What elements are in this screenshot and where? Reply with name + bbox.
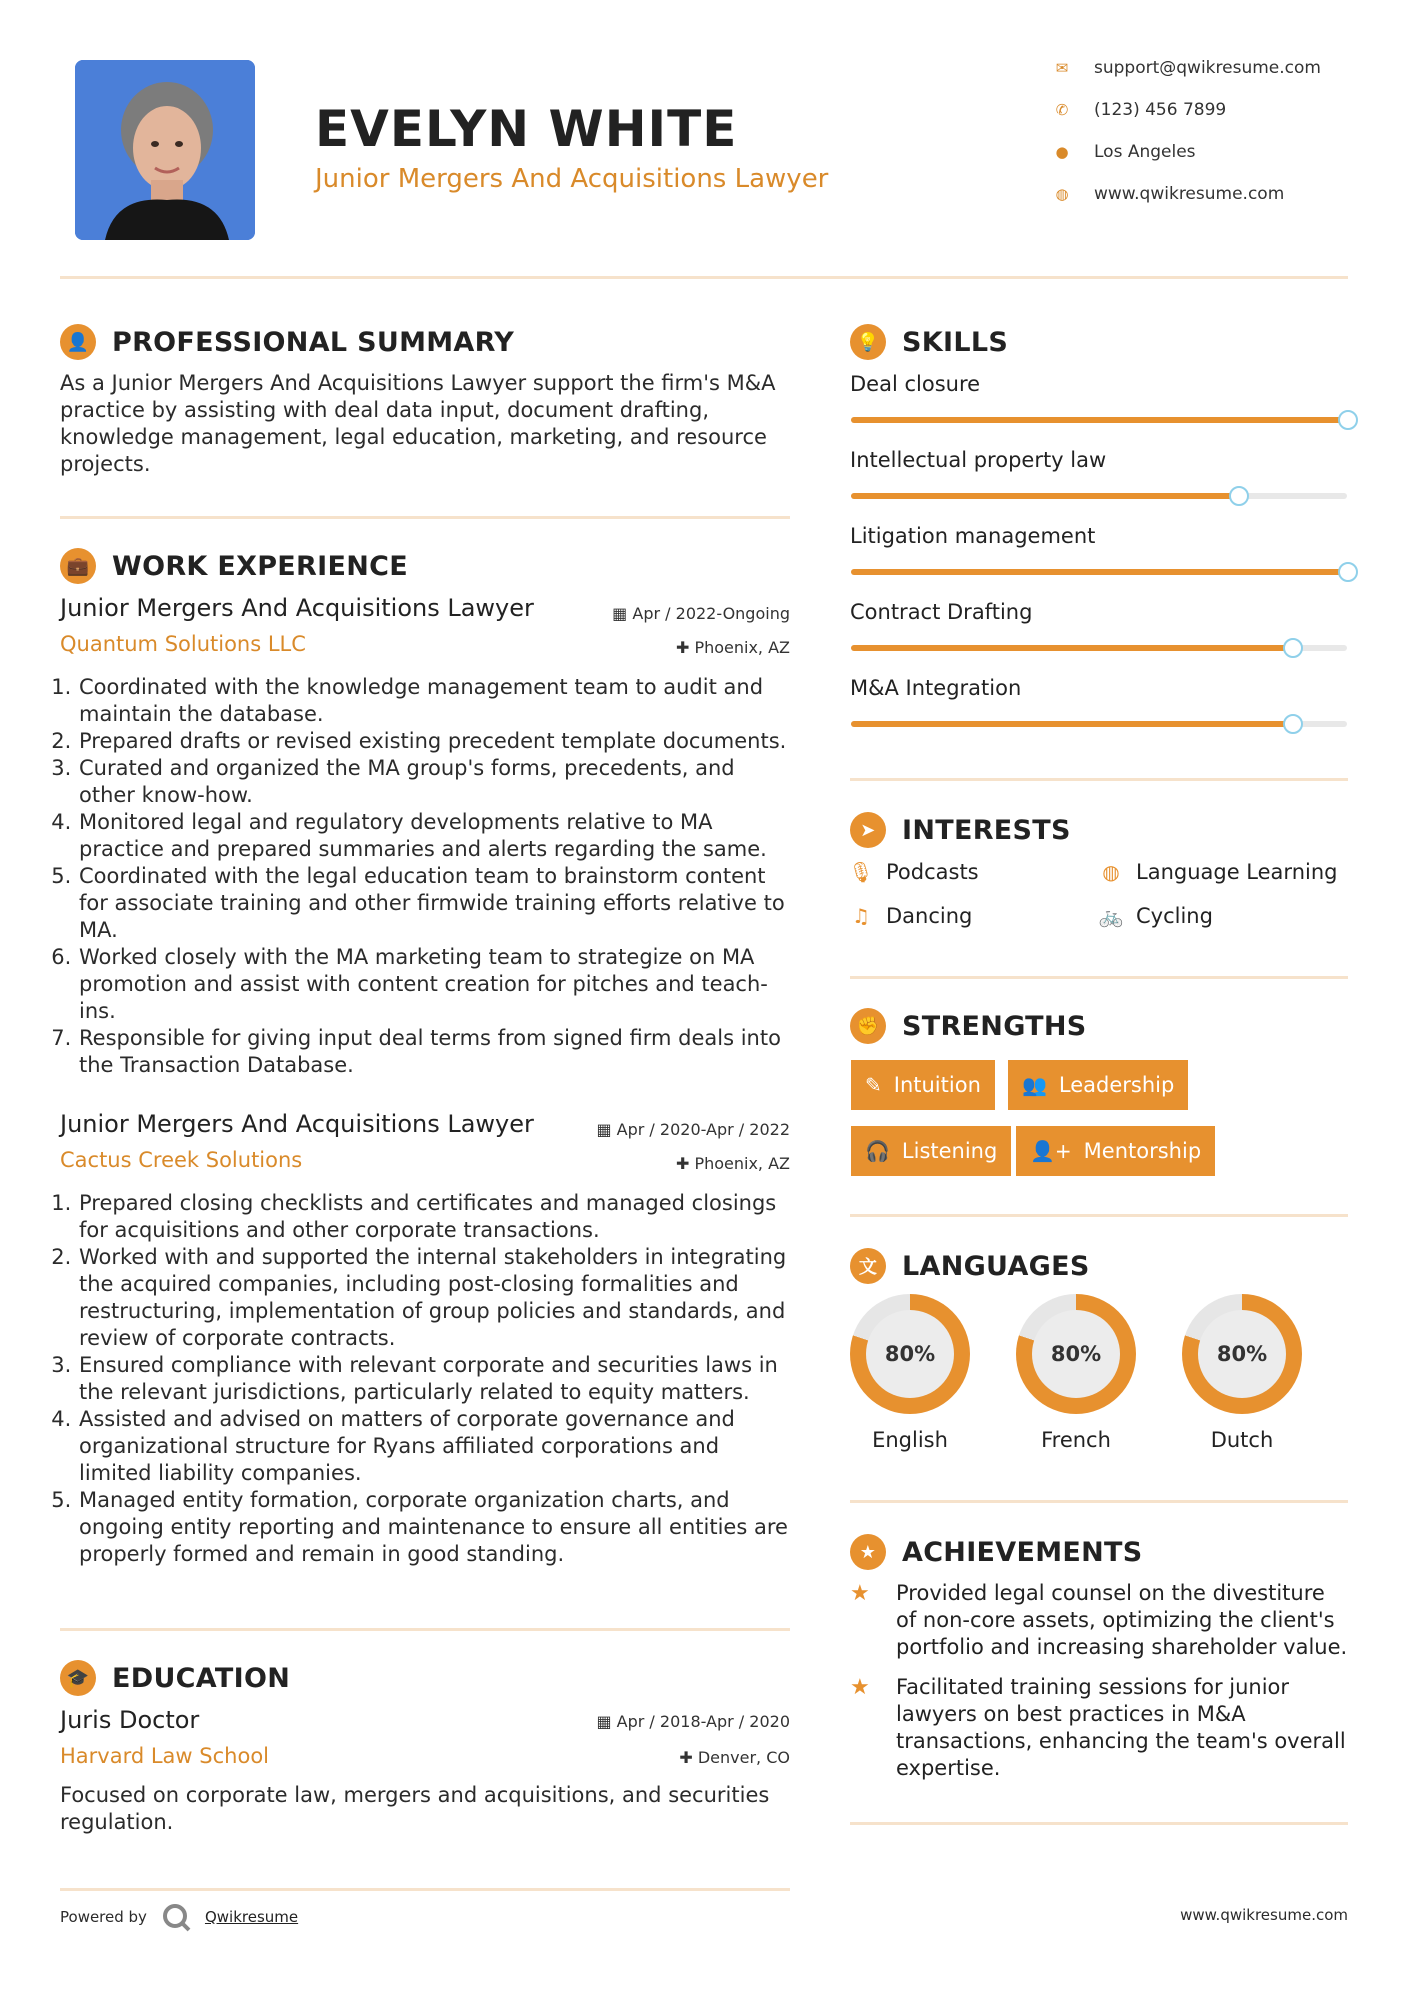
education-heading-text: EDUCATION (112, 1662, 291, 1694)
list-item: 6. Worked closely with the MA marketing team to strategize on MA promotion and assist with content creation for pitches and teach-ins. (78, 944, 795, 1025)
school-name: Harvard Law School (60, 1744, 269, 1768)
globe-icon: ◍ (1055, 185, 1069, 203)
job-location-text: Phoenix, AZ (694, 638, 790, 657)
contact-phone[interactable] (1052, 100, 1226, 120)
language-name: French (1041, 1428, 1111, 1452)
brand-link[interactable]: Qwikresume (204, 1908, 299, 1926)
phone-icon: ✆ (1055, 101, 1069, 119)
interest-item (1098, 860, 1337, 884)
footer-divider (60, 1888, 790, 1891)
list-item: 4. Monitored legal and regulatory developments relative to MA practice and prepared summaries and alerts regarding the same. (78, 809, 795, 863)
music-icon: ♫ (852, 904, 870, 928)
education-dates (540, 1712, 790, 1731)
skill-bar-fill (851, 569, 1347, 575)
job-title: Junior Mergers And Acquisitions Lawyer (60, 1110, 534, 1138)
job-company: Cactus Creek Solutions (60, 1148, 303, 1172)
user-icon: 👤 (60, 324, 96, 360)
education-dates-text: Apr / 2018-Apr / 2020 (616, 1712, 790, 1731)
qwikresume-logo-icon (161, 1902, 191, 1932)
candidate-name: EVELYN WHITE (315, 100, 738, 158)
skill-label: Litigation management (850, 524, 1096, 548)
pin-icon: ✚ (675, 1154, 690, 1173)
experience-heading (60, 548, 408, 584)
headphones-icon: 🎧 (865, 1139, 890, 1163)
contact-location (1052, 142, 1196, 162)
list-item: 3. Ensured compliance with relevant corporate and securities laws in the relevant jurisdictions, particularly related to equity matters. (78, 1352, 795, 1406)
skills-heading-text: SKILLS (902, 326, 1009, 358)
job-bullets (60, 674, 795, 1079)
lightbulb-icon: 💡 (850, 324, 886, 360)
skill-bar (851, 721, 1347, 727)
list-item: 2. Worked with and supported the internal stakeholders in integrating the acquired companies, including post-closing formalities and restructuring, implementation of group policies and standards, and review of corporate contracts. (78, 1244, 795, 1352)
achievement-item (850, 1580, 1350, 1661)
contact-email[interactable] (1052, 58, 1321, 78)
skill-bar-knob (1338, 562, 1358, 582)
skill-bar-fill (851, 417, 1347, 423)
job-dates-text: Apr / 2022-Ongoing (632, 604, 790, 623)
globe-icon: ◍ (1102, 860, 1120, 884)
interest-label: Dancing (886, 904, 973, 928)
pin-icon: ✚ (679, 1748, 693, 1767)
calendar-icon: ▦ (596, 1120, 612, 1139)
languages-divider (850, 1500, 1348, 1503)
achievement-text: Facilitated training sessions for junior lawyers on best practices in M&A transactions, enhancing the team's overall expertise. (896, 1675, 1346, 1780)
interests-divider (850, 976, 1348, 979)
calendar-icon: ▦ (612, 604, 628, 623)
briefcase-icon: 💼 (60, 548, 96, 584)
strength-label: Mentorship (1083, 1139, 1202, 1163)
language-name: English (872, 1428, 948, 1452)
achievements-heading (850, 1534, 1143, 1570)
job-location (560, 638, 790, 657)
interest-item (848, 860, 979, 884)
contact-location-text: Los Angeles (1094, 142, 1196, 162)
list-item: 5. Managed entity formation, corporate organization charts, and ongoing entity reporting and maintenance to ensure all entities are properly formed and remain in good standing. (78, 1487, 795, 1568)
paper-plane-icon: ➤ (850, 812, 886, 848)
contact-website[interactable] (1052, 184, 1284, 204)
map-pin-icon: ● (1055, 143, 1069, 161)
job-bullet-list (60, 1190, 795, 1568)
magic-wand-icon: ✎ (865, 1073, 882, 1097)
skills-divider (850, 778, 1348, 781)
summary-divider (60, 516, 790, 519)
strength-label: Listening (901, 1139, 998, 1163)
interest-item (848, 904, 972, 928)
profile-photo (75, 60, 255, 240)
strength-chip (851, 1126, 1011, 1176)
languages-heading (850, 1248, 1090, 1284)
candidate-title: Junior Mergers And Acquisitions Lawyer (315, 164, 829, 194)
list-item: 4. Assisted and advised on matters of corporate governance and organizational structure for Ryans affiliated corporations and limited liability companies. (78, 1406, 795, 1487)
user-plus-icon: 👤+ (1030, 1139, 1072, 1163)
interest-item (1098, 904, 1213, 928)
interest-label: Cycling (1136, 904, 1213, 928)
contact-email-text: support@qwikresume.com (1094, 58, 1321, 78)
strengths-heading-text: STRENGTHS (902, 1010, 1087, 1042)
job-dates-text: Apr / 2020-Apr / 2022 (616, 1120, 790, 1139)
star-icon: ★ (850, 1581, 870, 1606)
calendar-icon: ▦ (596, 1712, 612, 1731)
strength-chip (1008, 1060, 1188, 1110)
interest-label: Podcasts (886, 860, 979, 884)
job-dates (560, 604, 790, 623)
skill-bar (851, 569, 1347, 575)
strength-chip (851, 1060, 995, 1110)
users-icon: 👥 (1022, 1073, 1047, 1097)
strengths-heading (850, 1008, 1087, 1044)
skills-heading (850, 324, 1008, 360)
interests-heading (850, 812, 1071, 848)
languages-heading-text: LANGUAGES (902, 1250, 1090, 1282)
fist-icon: ✊ (850, 1008, 886, 1044)
strength-label: Leadership (1058, 1073, 1175, 1097)
footer-powered (60, 1902, 298, 1932)
job-bullets (60, 1190, 795, 1568)
education-heading (60, 1660, 290, 1696)
job-location-text: Phoenix, AZ (694, 1154, 790, 1173)
strength-chip (1016, 1126, 1215, 1176)
language-percent: 80% (866, 1310, 954, 1398)
skill-label: Contract Drafting (850, 600, 1033, 624)
list-item: 3. Curated and organized the MA group's forms, precedents, and other know-how. (78, 755, 795, 809)
experience-divider (60, 1628, 790, 1631)
achievements-divider (850, 1822, 1348, 1825)
skill-bar-fill (851, 721, 1292, 727)
language-card-icon: 文 (850, 1248, 886, 1284)
summary-heading (60, 324, 514, 360)
skill-label: M&A Integration (850, 676, 1022, 700)
list-item: 5. Coordinated with the legal education team to brainstorm content for associate training and other firmwide training efforts relative to MA. (78, 863, 795, 944)
job-company: Quantum Solutions LLC (60, 632, 306, 656)
education-location (560, 1748, 790, 1767)
education-text: Focused on corporate law, mergers and acquisitions, and securities regulation. (60, 1783, 770, 1834)
skill-bar (851, 645, 1347, 651)
job-title: Junior Mergers And Acquisitions Lawyer (60, 594, 534, 622)
skill-bar-knob (1338, 410, 1358, 430)
summary-heading-text: PROFESSIONAL SUMMARY (112, 326, 515, 358)
powered-by-text: Powered by (60, 1908, 147, 1926)
experience-heading-text: WORK EXPERIENCE (112, 550, 408, 582)
skill-bar-fill (851, 645, 1292, 651)
job-bullet-list (60, 674, 795, 1079)
bicycle-icon: 🚲 (1098, 904, 1124, 928)
strengths-divider (850, 1214, 1348, 1217)
contact-website-text: www.qwikresume.com (1094, 184, 1285, 204)
skill-bar-knob (1283, 714, 1303, 734)
list-item: 1. Coordinated with the knowledge management team to audit and maintain the database. (78, 674, 795, 728)
skill-bar-fill (851, 493, 1238, 499)
graduation-icon: 🎓 (60, 1660, 96, 1696)
contact-phone-text: (123) 456 7899 (1094, 100, 1227, 120)
achievement-item (850, 1674, 1350, 1782)
achievement-text: Provided legal counsel on the divestiture of non-core assets, optimizing the client's portfolio and increasing shareholder value. (896, 1581, 1348, 1659)
list-item: 7. Responsible for giving input deal terms from signed firm deals into the Transaction Database. (78, 1025, 795, 1079)
interests-heading-text: INTERESTS (902, 814, 1071, 846)
footer-website[interactable]: www.qwikresume.com (1180, 1906, 1348, 1924)
language-ring (1182, 1294, 1302, 1414)
skill-bar (851, 417, 1347, 423)
job-location (560, 1154, 790, 1173)
strength-label: Intuition (893, 1073, 981, 1097)
summary-text: As a Junior Mergers And Acquisitions Lawyer support the firm's M&A practice by assisting with deal data input, document drafting, knowledge management, legal education, marketing, and resource projects. (60, 371, 776, 476)
star-icon: ★ (850, 1675, 870, 1700)
skill-bar-knob (1229, 486, 1249, 506)
skill-label: Intellectual property law (850, 448, 1107, 472)
skill-bar (851, 493, 1347, 499)
skill-bar-knob (1283, 638, 1303, 658)
skill-label: Deal closure (850, 372, 981, 396)
degree-title: Juris Doctor (60, 1706, 200, 1734)
language-percent: 80% (1198, 1310, 1286, 1398)
interest-label: Language Learning (1136, 860, 1338, 884)
language-ring (1016, 1294, 1136, 1414)
microphone-icon: 🎙 (848, 860, 874, 884)
language-name: Dutch (1210, 1428, 1274, 1452)
language-percent: 80% (1032, 1310, 1120, 1398)
pin-icon: ✚ (675, 638, 690, 657)
star-badge-icon: ★ (850, 1534, 886, 1570)
language-ring (850, 1294, 970, 1414)
list-item: 2. Prepared drafts or revised existing precedent template documents. (78, 728, 795, 755)
list-item: 1. Prepared closing checklists and certificates and managed closings for acquisitions and other corporate transactions. (78, 1190, 795, 1244)
job-dates (540, 1120, 790, 1139)
envelope-icon: ✉ (1055, 59, 1069, 77)
education-location-text: Denver, CO (697, 1748, 790, 1767)
achievements-heading-text: ACHIEVEMENTS (902, 1536, 1143, 1568)
header-divider (60, 276, 1348, 279)
